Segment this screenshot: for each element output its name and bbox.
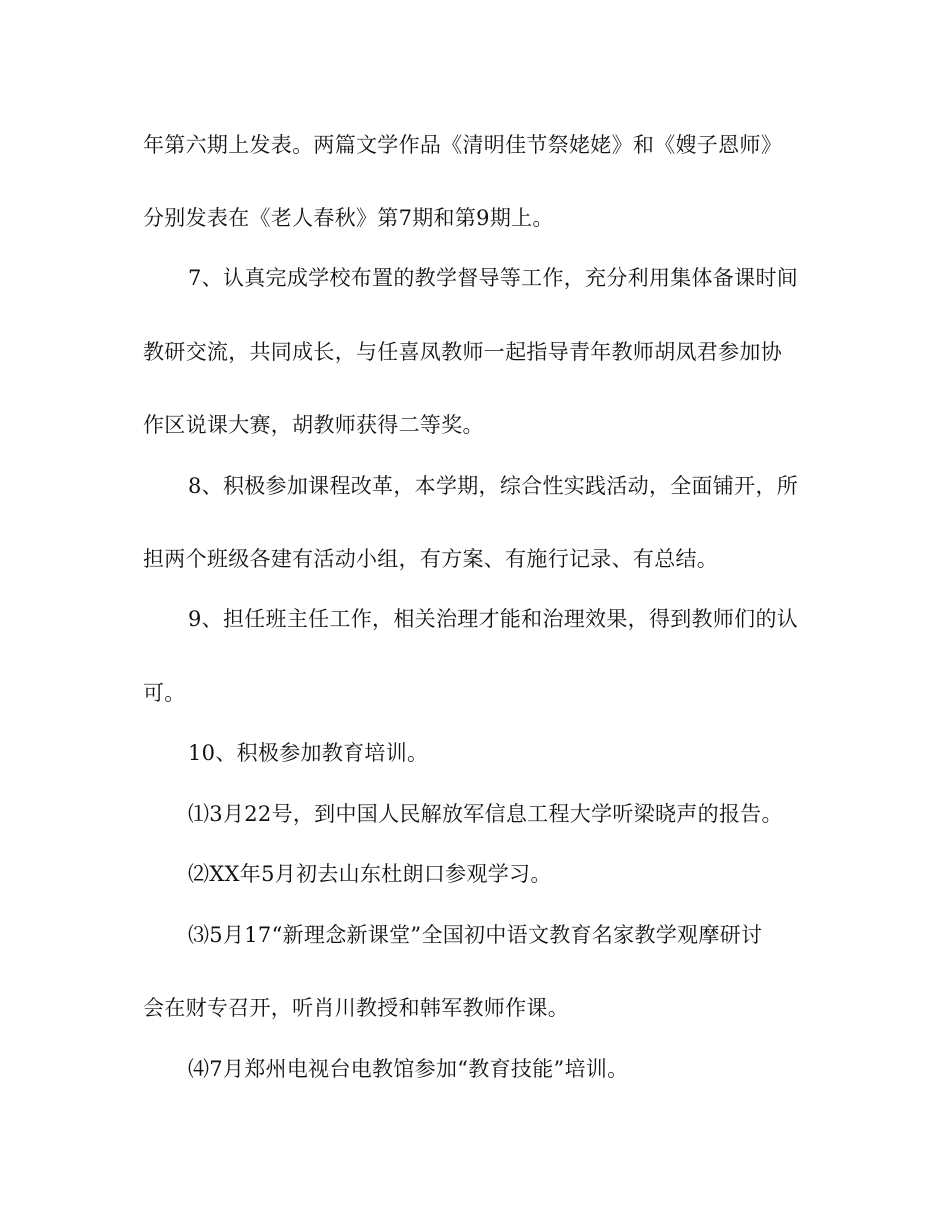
- paragraph-item-8: 8、积极参加课程改革，本学期，综合性实践活动，全面铺开，所: [188, 474, 799, 498]
- text-line: 可。: [143, 681, 186, 705]
- paragraph-item-7: 7、认真完成学校布置的教学督导等工作，充分利用集体备课时间: [188, 266, 799, 290]
- text-line: 会在财专召开，听肖川教授和韩军教师作课。: [143, 996, 569, 1020]
- list-item: ⑶5月17“新理念新课堂”全国初中语文教育名家教学观摩研讨: [188, 923, 763, 947]
- text-line: 年第六期上发表。两篇文学作品《清明佳节祭姥姥》和《嫂子恩师》: [143, 133, 782, 157]
- text-line: 分别发表在《老人春秋》第7期和第9期上。: [143, 206, 554, 230]
- paragraph-item-10: 10、积极参加教育培训。: [188, 741, 429, 765]
- paragraph-item-9: 9、担任班主任工作，相关治理才能和治理效果，得到教师们的认: [188, 607, 799, 631]
- text-line: 教研交流，共同成长，与任喜凤教师一起指导青年教师胡凤君参加协: [143, 340, 782, 364]
- text-line: 作区说课大赛，胡教师获得二等奖。: [143, 413, 484, 437]
- list-item: ⑷7月郑州电视台电教馆参加“教育技能”培训。: [188, 1057, 629, 1081]
- list-item: ⑵XX年5月初去山东杜朗口参观学习。: [188, 862, 552, 886]
- list-item: ⑴3月22号，到中国人民解放军信息工程大学听梁晓声的报告。: [188, 802, 783, 826]
- text-line: 担两个班级各建有活动小组，有方案、有施行记录、有总结。: [143, 547, 719, 571]
